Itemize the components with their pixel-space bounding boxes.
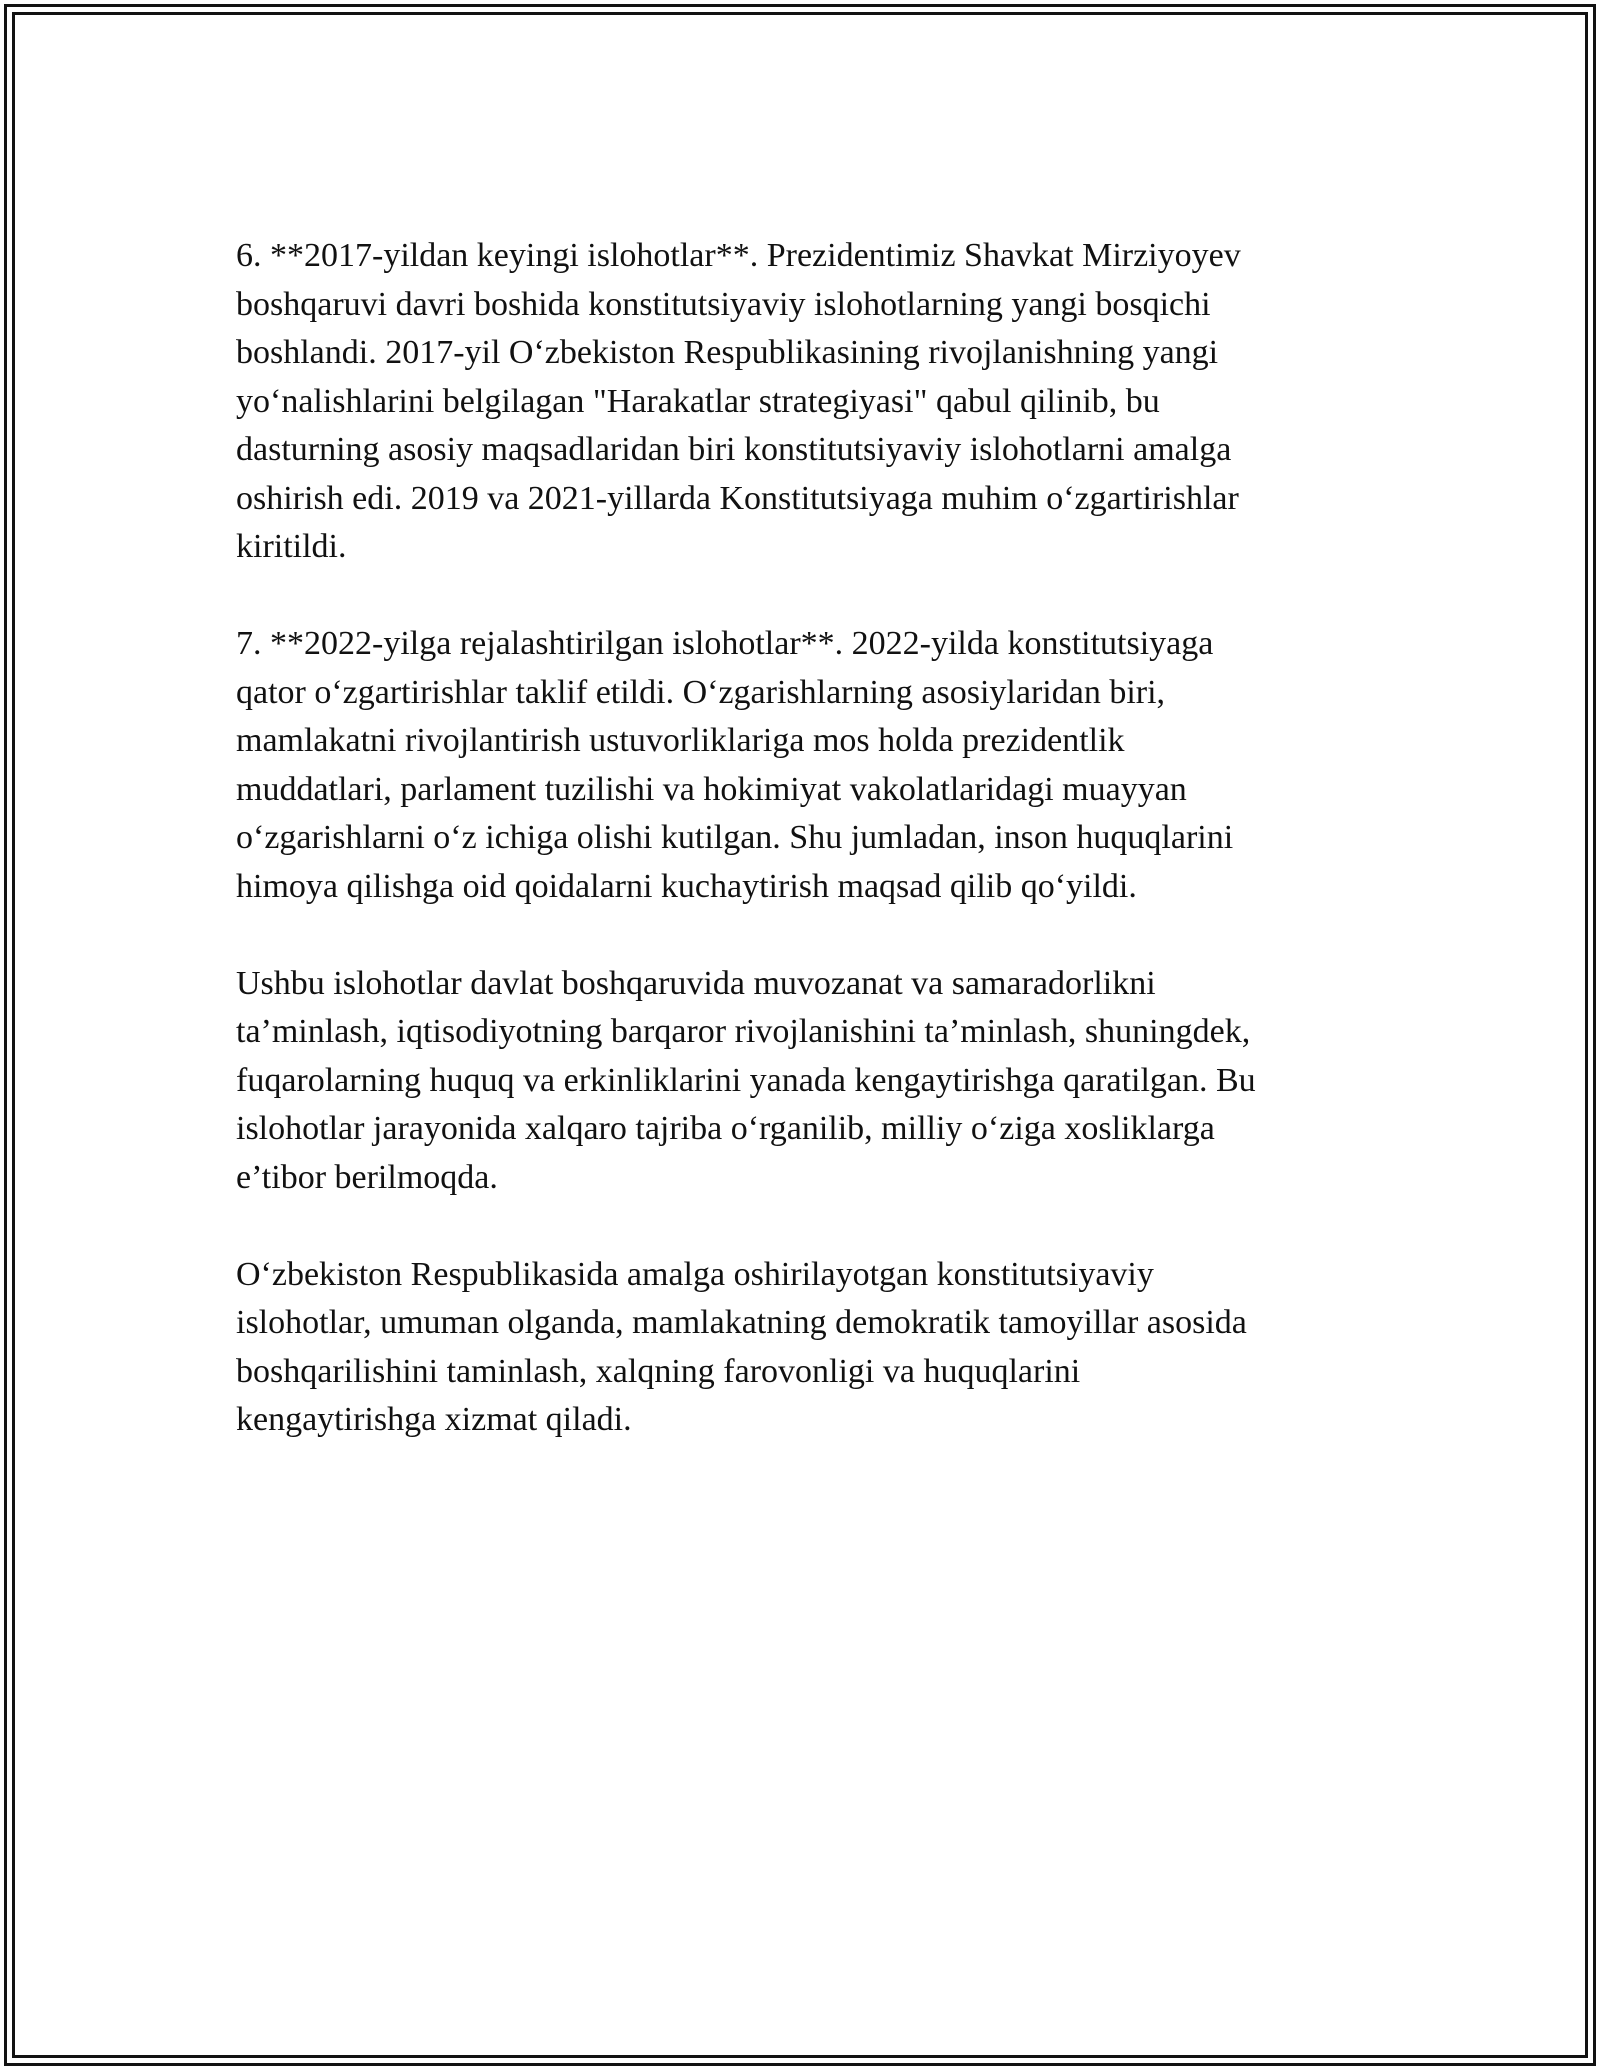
- paragraph-reforms-after-2017: 6. **2017-yildan keyingi islohotlar**. Prezidentimiz Shavkat Mirziyoyev boshqaruvi davri boshida konstitutsiyaviy islohotlarning yangi bosqichi boshlandi. 2017-yil O‘zbekiston Respublikasining rivojlanishning yangi yo‘nalishlarini belgilagan "Harakatlar strategiyasi" qabul qilinib, bu dasturning asosiy maqsadlaridan biri konstitutsiyaviy islohotlarni amalga oshirish edi. 2019 va 2021-yillarda Konstitutsiyaga muhim o‘zgartirishlar kiritildi.: [236, 237, 1241, 565]
- paragraph-reforms-2022: 7. **2022-yilga rejalashtirilgan islohotlar**. 2022-yilda konstitutsiyaga qator o‘zgartirishlar taklif etildi. O‘zgarishlarning asosiylaridan biri, mamlakatni rivojlantirish ustuvorliklariga mos holda prezidentlik muddatlari, parlament tuzilishi va hokimiyat vakolatlaridagi muayyan o‘zgarishlarni o‘z ichiga olishi kutilgan. Shu jumladan, inson huquqlarini himoya qilishga oid qoidalarni kuchaytirish maqsad qilib qo‘yildi.: [236, 625, 1234, 905]
- paragraph-reform-goals: Ushbu islohotlar davlat boshqaruvida muvozanat va samaradorlikni ta’minlash, iqtisodiyotning barqaror rivojlanishini ta’minlash, shuningdek, fuqarolarning huquq va erkinliklarini yanada kengaytirishga qaratilgan. Bu islohotlar jarayonida xalqaro tajriba o‘rganilib, milliy o‘ziga xosliklarga e’tibor berilmoqda.: [236, 964, 1256, 1196]
- paragraph-conclusion: O‘zbekiston Respublikasida amalga oshirilayotgan konstitutsiyaviy islohotlar, umuman olganda, mamlakatning demokratik tamoyillar asosida boshqarilishini taminlash, xalqning farovonligi va huquqlarini kengaytirishga xizmat qiladi.: [236, 1255, 1247, 1438]
- document-body: [236, 232, 1356, 1493]
